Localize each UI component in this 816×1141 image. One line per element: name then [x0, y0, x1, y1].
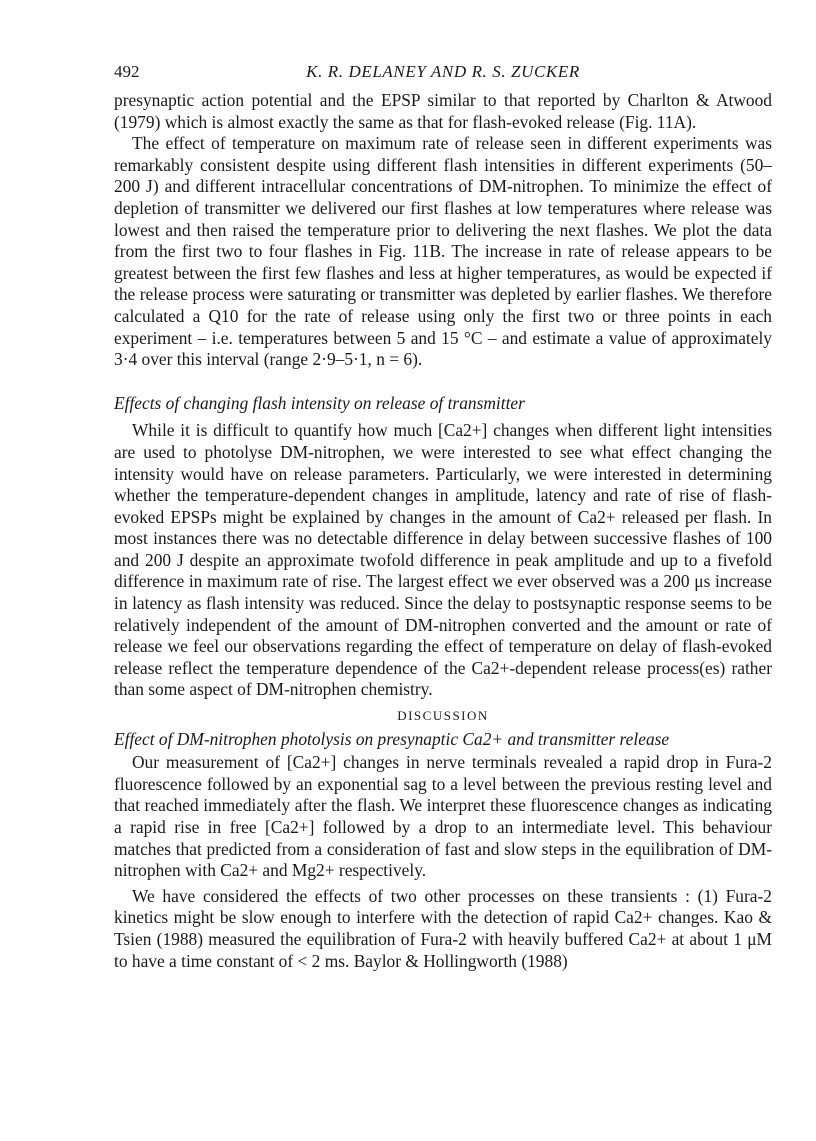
- journal-page: [114, 62, 772, 972]
- paragraph-continuation: presynaptic action potential and the EPSP similar to that reported by Charlton & Atwood (1979) which is almost exactly the same as that for flash-evoked release (Fig. 11A).: [114, 90, 772, 132]
- paragraph-other-processes: We have considered the effects of two other processes on these transients : (1) Fura-2 kinetics might be slow enough to interfere with the detection of rapid Ca2+ changes. Kao & Tsien (1988) measured the equilibration of Fura-2 with heavily buffered Ca2+ at about 1 μM to have a time constant of < 2 ms. Baylor & Hollingworth (1988): [114, 885, 772, 971]
- section-heading-flash-intensity: Effects of changing flash intensity on release of transmitter: [114, 392, 525, 413]
- paragraph-flash-intensity: While it is difficult to quantify how much [Ca2+] changes when different light intensities are used to photolyse DM-nitrophen, we were interested to see what effect changing the intensity would have on release parameters. Particularly, we were interested in determining whether the temperature-dependent changes in amplitude, latency and rate of rise of flash-evoked EPSPs might be explained by changes in the amount of Ca2+ released per flash. In most instances there was no detectable difference in delay between successive flashes of 100 and 200 J despite an approximate twofold difference in peak amplitude and up to a fivefold difference in maximum rate of rise. The largest effect we ever observed was a 200 μs increase in latency as flash intensity was reduced. Since the delay to postsynaptic response seems to be relatively independent of the amount of DM-nitrophen converted and the amount or rate of release we feel our observations regarding the effect of temperature on delay of flash-evoked release reflect the temperature dependence of the Ca2+-dependent release process(es) rather than some aspect of DM-nitrophen chemistry.: [114, 420, 772, 700]
- section-heading-discussion: DISCUSSION: [397, 708, 489, 724]
- paragraph-temperature-q10: The effect of temperature on maximum rate of release seen in different experiments was remarkably consistent despite using different flash intensities in different experiments (50–200 J) and different intracellular concentrations of DM-nitrophen. To minimize the effect of depletion of transmitter we delivered our first flashes at low temperatures where release was lowest and then raised the temperature prior to delivering the next flashes. We plot the data from the first two to four flashes in Fig. 11B. The increase in rate of release appears to be greatest between the first few flashes and less at higher temperatures, as would be expected if the release process were saturating or transmitter was depleted by earlier flashes. We therefore calculated a Q10 for the rate of release using only the first two or three points in each experiment – i.e. temperatures between 5 and 15 °C – and estimate a value of approximately 3·4 over this interval (range 2·9–5·1, n = 6).: [114, 133, 772, 370]
- running-head: K. R. DELANEY AND R. S. ZUCKER: [306, 62, 580, 81]
- paragraph-fura2-measurement: Our measurement of [Ca2+] changes in nerve terminals revealed a rapid drop in Fura-2 fluorescence followed by an exponential sag to a level between the previous resting level and that reached immediately after the flash. We interpret these fluorescence changes as indicating a rapid rise in free [Ca2+] followed by a drop to an intermediate level. This behaviour matches that predicted from a consideration of fast and slow steps in the equilibration of DM-nitrophen with Ca2+ and Mg2+ respectively.: [114, 752, 772, 881]
- page-header: [114, 62, 772, 90]
- page-number: 492: [114, 62, 140, 81]
- subsection-heading-photolysis: Effect of DM-nitrophen photolysis on presynaptic Ca2+ and transmitter release: [114, 728, 670, 749]
